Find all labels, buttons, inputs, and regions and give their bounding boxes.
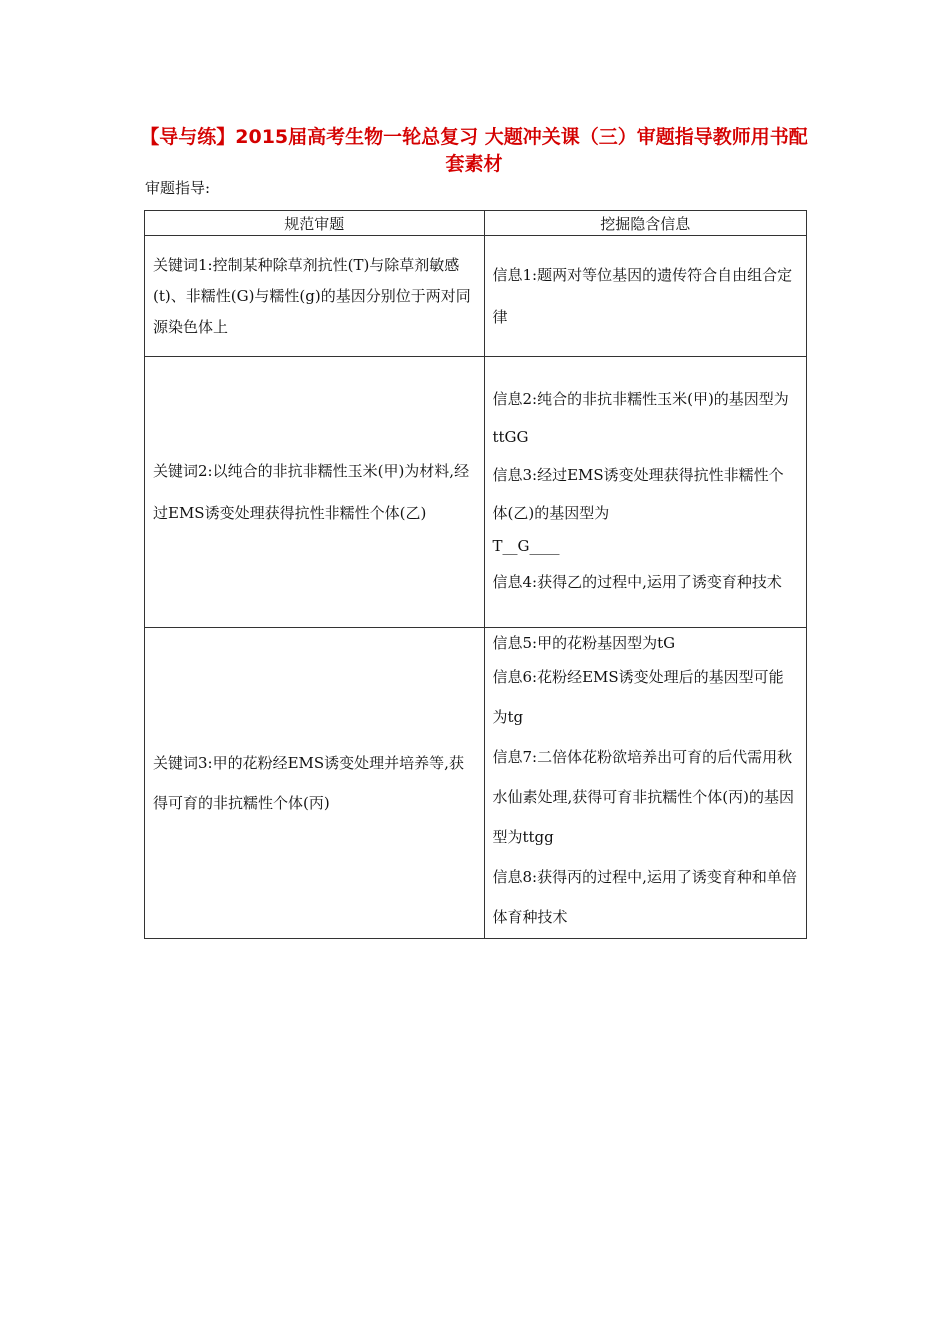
keyword-text: 关键词2:以纯合的非抗非糯性玉米(甲)为材料,经过EMS诱变处理获得抗性非糯性个体(乙) (153, 462, 470, 522)
info-cell (484, 236, 807, 357)
guide-table (144, 210, 807, 939)
info-item: 信息3:经过EMS诱变处理获得抗性非糯性个体(乙)的基因型为 (492, 466, 784, 522)
keyword-cell (145, 628, 485, 939)
keyword-text: 关键词3:甲的花粉经EMS诱变处理并培养等,获得可育的非抗糯性个体(丙) (153, 754, 464, 812)
column-header-standard-review: 规范审题 (145, 211, 485, 236)
table-row (145, 236, 807, 357)
table-header-row (145, 211, 807, 236)
info-item: 信息7:二倍体花粉欲培养出可育的后代需用秋水仙素处理,获得可育非抗糯性个体(丙)的基因型为ttgg (492, 748, 794, 846)
info-item: 信息6:花粉经EMS诱变处理后的基因型可能为tg (492, 668, 784, 726)
column-header-hidden-info: 挖掘隐含信息 (484, 211, 807, 236)
genotype-blank: T__G____ (492, 537, 560, 555)
table-row (145, 628, 807, 939)
table-row (145, 357, 807, 628)
keyword-text: 关键词1:控制某种除草剂抗性(T)与除草剂敏感(t)、非糯性(G)与糯性(g)的基因分别位于两对同源染色体上 (153, 255, 471, 336)
info-cell (484, 357, 807, 628)
info-item: 信息4:获得乙的过程中,运用了诱变育种技术 (492, 573, 782, 591)
document-title: 【导与练】2015届高考生物一轮总复习 大题冲关课（三）审题指导教师用书配套素材 (140, 126, 808, 175)
section-label: 审题指导: (145, 179, 211, 197)
info-cell (484, 628, 807, 939)
keyword-cell (145, 236, 485, 357)
keyword-cell (145, 357, 485, 628)
info-item: 信息8:获得丙的过程中,运用了诱变育种和单倍体育种技术 (492, 868, 797, 926)
info-item: 信息2:纯合的非抗非糯性玉米(甲)的基因型为ttGG (492, 390, 789, 446)
info-item: 信息5:甲的花粉基因型为tG (492, 634, 676, 652)
info-item: 信息1:题两对等位基因的遗传符合自由组合定律 (492, 266, 793, 326)
